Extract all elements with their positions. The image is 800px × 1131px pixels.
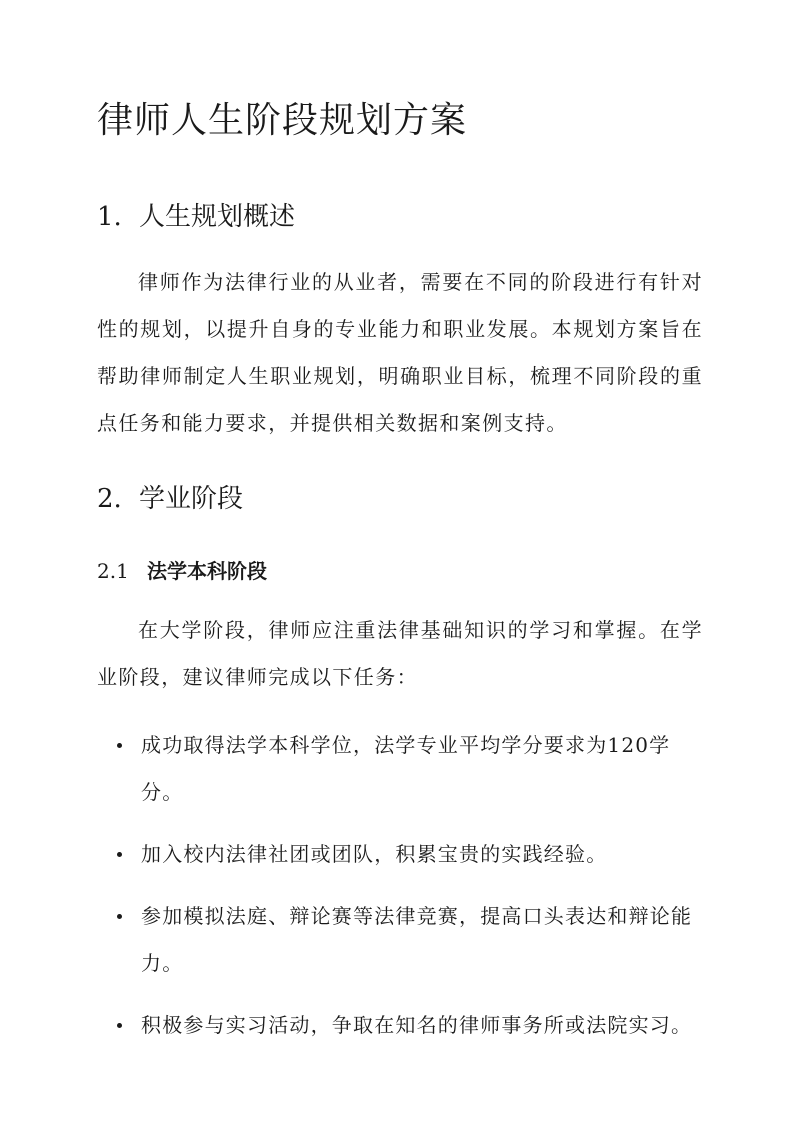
bullet-dot-icon	[117, 743, 122, 748]
subsection-2-1-heading	[97, 555, 267, 584]
bullet-dot-icon	[117, 1023, 122, 1028]
list-item	[97, 893, 703, 987]
bullet-dot-icon	[117, 852, 122, 857]
section-1-number: 1.	[97, 202, 122, 232]
section-1-paragraph: 律师作为法律行业的从业者，需要在不同的阶段进行有针对性的规划，以提升自身的专业能力和职业发展。本规划方案旨在帮助律师制定人生职业规划，明确职业目标，梳理不同阶段的重点任务和能力要求，并提供相关数据和案例支持。	[97, 270, 703, 435]
section-1-heading	[97, 196, 295, 233]
subsection-2-1-paragraph: 在大学阶段，律师应注重法律基础知识的学习和掌握。在学业阶段，建议律师完成以下任务：	[97, 618, 703, 689]
document-title: 律师人生阶段规划方案	[97, 100, 468, 141]
task-list	[97, 722, 703, 1064]
section-1-title: 人生规划概述	[139, 202, 296, 232]
section-2-heading	[97, 478, 243, 515]
subsection-2-1-number: 2.1	[97, 559, 129, 583]
list-item-text: 成功取得法学本科学位，法学专业平均学分要求为120学分。	[141, 733, 671, 804]
list-item	[97, 1002, 703, 1049]
list-item	[97, 831, 703, 878]
section-2-number: 2.	[97, 484, 122, 514]
subsection-2-1-title: 法学本科阶段	[147, 559, 267, 583]
section-2-title: 学业阶段	[139, 484, 244, 514]
list-item	[97, 722, 703, 816]
list-item-text: 积极参与实习活动，争取在知名的律师事务所或法院实习。	[141, 1013, 693, 1037]
list-item-text: 参加模拟法庭、辩论赛等法律竞赛，提高口头表达和辩论能力。	[141, 904, 693, 975]
bullet-dot-icon	[117, 914, 122, 919]
list-item-text: 加入校内法律社团或团队，积累宝贵的实践经验。	[141, 842, 608, 866]
